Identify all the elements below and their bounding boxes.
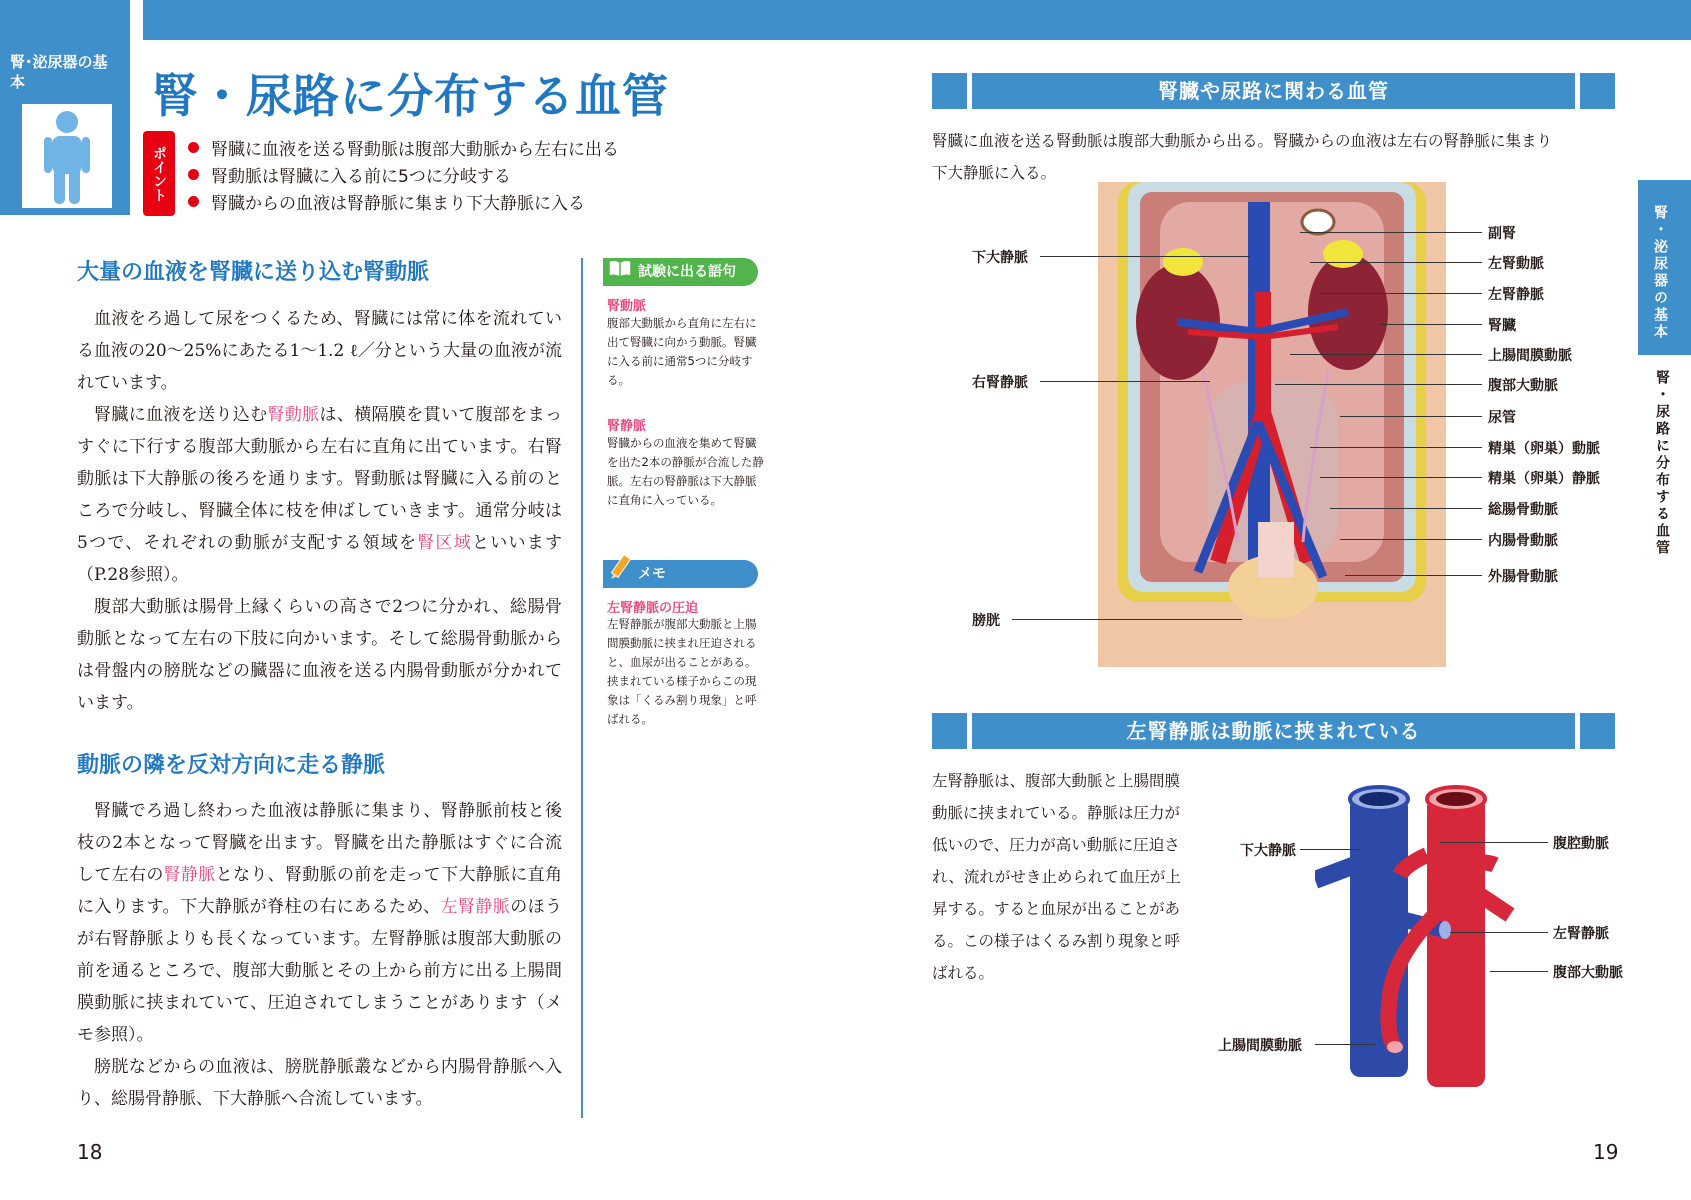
section-heading: 動脈の隣を反対方向に走る静脈 bbox=[77, 753, 386, 778]
page-number-right: 19 bbox=[1593, 1140, 1619, 1164]
nutcracker-description bbox=[932, 765, 1222, 989]
paragraph: 腹部大動脈は腸骨上縁くらいの高さで2つに分かれ、総腸骨動脈となって左右の下肢に向かいます。そして総腸骨動脈からは骨盤内の膀胱などの臓器に血液を送る内腸骨動脈が分かれています。 bbox=[77, 597, 562, 713]
leader-line bbox=[1450, 932, 1548, 933]
point-text: 腎臓に血液を送る腎動脈は腹部大動脈から左右に出る bbox=[211, 140, 619, 160]
text-line: 動脈に挟まれている。静脈は圧力が bbox=[932, 804, 1181, 822]
text-run: 腎臓に血液を送り込む bbox=[94, 405, 268, 425]
leader-line bbox=[1320, 293, 1482, 294]
point-item bbox=[188, 162, 511, 187]
term-text: 腎臓からの血液を集めて腎臓を出た2本の静脈が合流した静脈。左右の腎静脈は下大静脈に直角に入っている。 bbox=[607, 436, 764, 507]
section-body bbox=[77, 795, 562, 1115]
bullet-icon bbox=[188, 142, 199, 153]
leader-line bbox=[1275, 384, 1482, 385]
term-title: 腎静脈 bbox=[607, 419, 647, 434]
section-bar bbox=[932, 73, 1615, 109]
term-text: 腹部大動脈から直角に左右に出て腎臓に向かう動脈。腎臓に入る前に通常5つに分岐する。 bbox=[607, 316, 757, 387]
keyword: 左腎静脈 bbox=[440, 897, 511, 917]
text-line: 昇する。すると血尿が出ることがあ bbox=[932, 900, 1181, 918]
label-internal-iliac-artery: 内腸骨動脈 bbox=[1488, 533, 1558, 549]
chapter-label: 腎･泌尿器の基本 bbox=[10, 53, 108, 91]
leader-line bbox=[1040, 381, 1210, 382]
label-left-renal-artery: 左腎動脈 bbox=[1488, 256, 1544, 272]
leader-line bbox=[1315, 1044, 1375, 1045]
section-bar bbox=[932, 713, 1615, 749]
section-title: 腎臓や尿路に関わる血管 bbox=[972, 73, 1575, 109]
section-heading: 大量の血液を腎臓に送り込む腎動脈 bbox=[77, 260, 430, 285]
label-sma: 上腸間膜動脈 bbox=[1488, 348, 1572, 364]
text-run: 腎臓でろ過し終わった血液は静脈に集まり、腎静脈前枝と後枝の2本となって腎臓を出ます。腎臓を出た静脈はすぐに合流して左右の bbox=[77, 801, 562, 885]
keyword: 腎区域 bbox=[417, 533, 473, 553]
keyword: 腎動脈 bbox=[267, 405, 320, 425]
divider bbox=[581, 258, 583, 1118]
leader-line bbox=[1320, 477, 1482, 478]
page-number-left: 18 bbox=[77, 1140, 103, 1164]
leader-line bbox=[1340, 539, 1482, 540]
section-title: 左腎静脈は動脈に挟まれている bbox=[972, 713, 1575, 749]
label-abdominal-aorta: 腹部大動脈 bbox=[1553, 965, 1623, 981]
label-ivc: 下大静脈 bbox=[1240, 843, 1296, 859]
leader-line bbox=[1440, 842, 1548, 843]
pencil-icon bbox=[603, 553, 633, 581]
point-tag: ポイント bbox=[143, 131, 175, 216]
leader-line bbox=[1290, 354, 1482, 355]
point-item bbox=[188, 189, 585, 214]
text-line: 左腎静脈は、腹部大動脈と上腸間膜 bbox=[932, 772, 1181, 790]
label-kidney: 腎臓 bbox=[1488, 318, 1516, 334]
renal-vessels-illustration bbox=[1098, 182, 1446, 667]
memo-text: 左腎静脈が腹部大動脈と上腸間膜動脈に挟まれ圧迫されると、血尿が出ることがある。挟まれている様子からこの現象は「くるみ割り現象」と呼ばれる。 bbox=[607, 617, 757, 726]
text-run: のほうが右腎静脈よりも長くなっています。左腎静脈は腹部大動脈の前を通るところで、腹部大動脈とその上から前方に出る上腸間膜動脈に挟まれていて、圧迫されてしまうことがあります（メモ参照）。 bbox=[77, 897, 563, 1045]
text-line: る。この様子はくるみ割り現象と呼 bbox=[932, 932, 1181, 950]
leader-line bbox=[1330, 508, 1482, 509]
paragraph bbox=[77, 795, 562, 1051]
leader-line bbox=[1340, 416, 1482, 417]
leader-line bbox=[1490, 971, 1548, 972]
leader-line bbox=[1380, 324, 1482, 325]
header-bar bbox=[143, 0, 1691, 40]
book-icon bbox=[603, 257, 633, 285]
label-ivc: 下大静脈 bbox=[972, 250, 1028, 266]
point-text: 腎動脈は腎臓に入る前に5つに分岐する bbox=[211, 167, 511, 187]
label-sma: 上腸間膜動脈 bbox=[1218, 1038, 1302, 1054]
point-text: 腎臓からの血液は腎静脈に集まり下大静脈に入る bbox=[211, 194, 585, 214]
memo-title: 左腎静脈の圧迫 bbox=[607, 601, 699, 616]
label-bladder: 膀胱 bbox=[972, 613, 1000, 629]
text-line: ばれる。 bbox=[932, 964, 995, 982]
label-celiac-artery: 腹腔動脈 bbox=[1553, 836, 1609, 852]
leader-line bbox=[1345, 575, 1482, 576]
text-line: れ、流れがせき止められて血圧が上 bbox=[932, 868, 1181, 886]
label-ureter: 尿管 bbox=[1488, 410, 1516, 426]
text-run: は、横隔膜を貫いて腹部をまっすぐに下行する腹部大動脈から左右に直角に出ています。右腎動脈は下大静脈の後ろを通ります。腎動脈は腎臓に入る前のところで分岐し、腎臓全体に枝を伸ばしていきます。通常分岐は5つで、それぞれの動脈が支配する領域を bbox=[77, 405, 563, 553]
exam-terms-tab: 試験に出る語句 bbox=[603, 258, 758, 286]
page-title: 腎・尿路に分布する血管 bbox=[152, 69, 669, 123]
chapter-side-tab-label: 腎・泌尿器の基本 bbox=[1652, 205, 1668, 341]
label-right-renal-vein: 右腎静脈 bbox=[972, 375, 1028, 391]
label-adrenal: 副腎 bbox=[1488, 226, 1516, 242]
label-gonadal-vein: 精巣（卵巣）静脈 bbox=[1488, 471, 1600, 487]
leader-line bbox=[1012, 619, 1242, 620]
label-left-renal-vein: 左腎静脈 bbox=[1553, 926, 1609, 942]
label-left-renal-vein: 左腎静脈 bbox=[1488, 287, 1544, 303]
text-run: といいます（P.28参照）。 bbox=[77, 533, 563, 585]
leader-line bbox=[1300, 232, 1482, 233]
figure-caption: 下大静脈に入る。 bbox=[932, 164, 1057, 182]
text-run: となり、腎動脈の前を走って下大静脈に直角に入ります。下大静脈が脊柱の右にあるため、 bbox=[77, 865, 563, 917]
section-side-label: 腎・尿路に分布する血管 bbox=[1654, 370, 1670, 557]
label-abdominal-aorta: 腹部大動脈 bbox=[1488, 378, 1558, 394]
leader-line bbox=[1300, 849, 1360, 850]
human-figure-icon bbox=[22, 104, 112, 208]
bullet-icon bbox=[188, 169, 199, 180]
point-item bbox=[188, 135, 619, 160]
leader-line bbox=[1040, 256, 1250, 257]
paragraph: 血液をろ過して尿をつくるため、腎臓には常に体を流れている血液の20〜25%にあたる1〜1.2 ℓ／分という大量の血液が流れています。 bbox=[77, 309, 562, 393]
text-line: 低いので、圧力が高い動脈に圧迫さ bbox=[932, 836, 1180, 854]
label-gonadal-artery: 精巣（卵巣）動脈 bbox=[1488, 441, 1600, 457]
leader-line bbox=[1310, 447, 1482, 448]
memo-tab: メモ bbox=[603, 560, 758, 588]
label-common-iliac-artery: 総腸骨動脈 bbox=[1488, 502, 1558, 518]
label-external-iliac-artery: 外腸骨動脈 bbox=[1488, 569, 1558, 585]
figure-caption: 腎臓に血液を送る腎動脈は腹部大動脈から出る。腎臓からの血液は左右の腎静脈に集まり bbox=[932, 132, 1553, 150]
section-body bbox=[77, 303, 562, 719]
paragraph: 膀胱などからの血液は、膀胱静脈叢などから内腸骨静脈へ入り、総腸骨静脈、下大静脈へ合流しています。 bbox=[77, 1057, 562, 1109]
paragraph bbox=[77, 399, 562, 591]
term-title: 腎動脈 bbox=[607, 299, 647, 314]
leader-line bbox=[1310, 262, 1482, 263]
bullet-icon bbox=[188, 196, 199, 207]
keyword: 腎静脈 bbox=[163, 865, 216, 885]
